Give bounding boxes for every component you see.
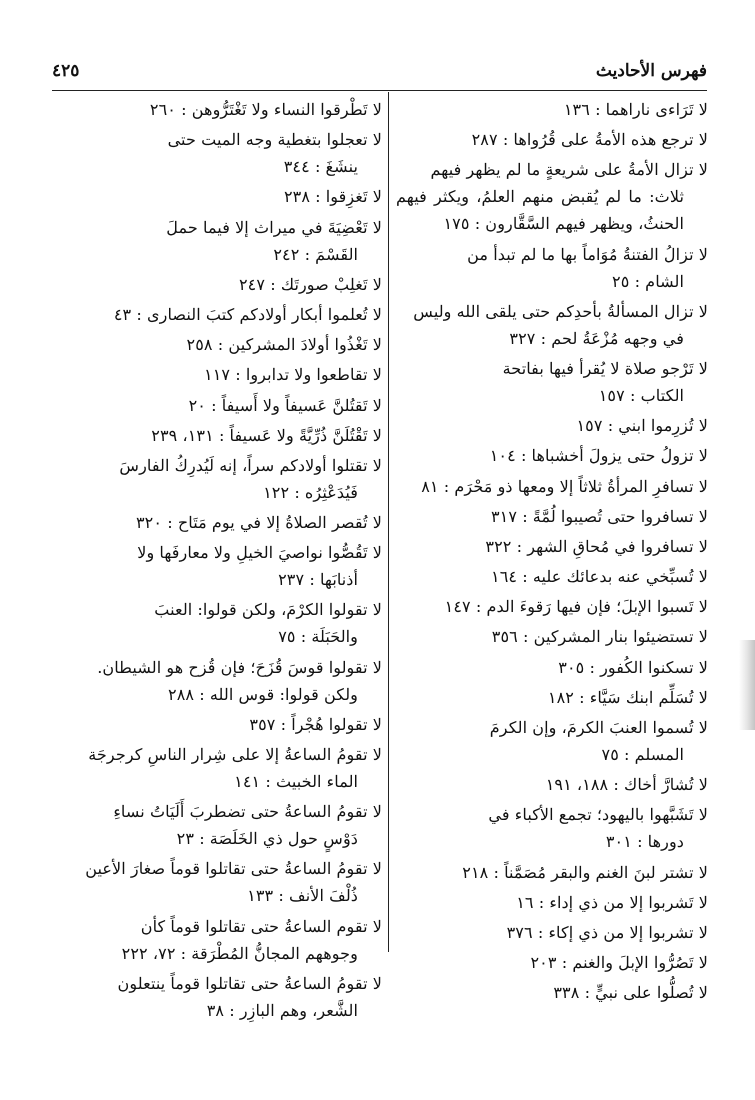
header-rule: [52, 90, 707, 91]
entry-text: لا تَسبوا الإبلَ؛ فإن فيها رَقوءَ الدم : ١٤٧: [444, 597, 708, 617]
entry-text: لا تزال الأمةُ على شريعةٍ ما لم يظهر فيهم: [430, 160, 708, 180]
entry-text: لا تسافروا في مُحاقِ الشهر : ٣٢٢: [485, 536, 708, 556]
entry-text: لا تقولوا هُجْراً : ٣٥٧: [249, 714, 382, 734]
index-entry: [52, 183, 382, 210]
index-entry: [396, 654, 708, 681]
index-entry: [52, 126, 382, 180]
entry-text: لا تَغلِبْ صورتَك : ٢٤٧: [238, 274, 382, 294]
index-entry: [52, 422, 382, 449]
entry-continuation: المسلم : ٧٥: [601, 745, 684, 764]
index-entry: [396, 156, 708, 237]
entry-text: لا تسافرِ المرأةُ ثلاثاً إلا ومعها ذو مَحْرَم : ٨١: [421, 476, 708, 496]
index-entry: [396, 473, 708, 500]
entry-text: لا تقاطعوا ولا تدابروا : ١١٧: [204, 365, 382, 385]
entry-continuation: دَوْسٍ حول ذي الخَلَصَة : ٢٣: [176, 829, 358, 849]
index-entry: [396, 889, 708, 916]
index-entry: [396, 801, 708, 855]
entry-text: لا تعجلوا بتغطية وجه الميت حتى: [167, 130, 382, 150]
entry-text: لا تُقصر الصلاةُ إلا في يوم مَتَاح : ٣٢٠: [135, 513, 382, 533]
index-entry: [396, 593, 708, 620]
right-column: [396, 96, 708, 1010]
entry-text: لا تقوم الساعةُ حتى تقاتلوا قوماً كأن: [140, 916, 382, 936]
entry-text: لا تُشارَّ أخاك : ١٨٨، ١٩١: [545, 775, 708, 795]
index-entry: [52, 596, 382, 650]
entry-continuation: الماء الخبيث : ١٤١: [234, 772, 358, 791]
index-entry: [52, 654, 382, 708]
entry-continuation: ولكن قولوا: قوس الله : ٢٨٨: [168, 684, 358, 704]
entry-continuation: فَيُدَعْثِرُه : ١٢٢: [263, 482, 358, 502]
entry-text: لا تَقْتُلَنَّ ذُرِّيَّةً ولا عَسيفاً : ١٣١، ٢٣٩: [151, 425, 382, 445]
index-entry: [396, 979, 708, 1006]
entry-text: لا تُعلموا أبكار أولادكم كتبَ النصارى : ٤٣: [113, 304, 382, 324]
entry-continuation: الشام : ٢٥: [612, 271, 684, 291]
index-entry: [52, 96, 382, 123]
entry-text: لا تسافروا حتى تُصيبوا لُمَّةً : ٣١٧: [490, 506, 708, 526]
index-entry: [396, 241, 708, 295]
index-entry: [52, 361, 382, 388]
entry-text: لا تقومُ الساعةُ حتى تضطربَ أَلَيَاتُ نساءِ: [113, 802, 382, 822]
index-entry: [52, 331, 382, 358]
entry-text: لا تزولُ حتى يزولَ أخشباها : ١٠٤: [489, 446, 708, 466]
index-entry: [52, 741, 382, 795]
index-entry: [396, 771, 708, 798]
index-entry: [52, 855, 382, 909]
column-divider: [388, 92, 389, 952]
entry-continuation: ثلاث: ما لم يُقبض منهم العلمُ، ويكثر فيهم الحنثُ، ويظهر فيهم السَّقَّارون : ١٧٥: [396, 187, 684, 234]
page-header: [52, 60, 707, 82]
entry-continuation: ينشَغَ : ٣٤٤: [283, 157, 358, 177]
entry-text: لا تَقُصُّوا نواصيَ الخيلِ ولا معارفَها ولا: [137, 543, 382, 563]
entry-continuation: ذُلْفَ الأنف : ١٣٣: [247, 886, 358, 906]
index-entry: [52, 970, 382, 1024]
entry-text: لا تشتر لبنَ الغنم والبقر مُصَمَّناً : ٢١٨: [462, 862, 708, 882]
entry-text: لا تسكنوا الكُفور : ٣٠٥: [558, 657, 708, 677]
entry-text: لا تستضيئوا بنار المشركين : ٣٥٦: [491, 627, 708, 647]
entry-continuation: دورها : ٣٠١: [605, 832, 684, 852]
index-entry: [396, 96, 708, 123]
entry-text: لا تقتلوا أولادكم سراً، إنه لَيُدرِكُ الفارسَ: [119, 455, 382, 475]
page-number: ٤٢٥: [52, 61, 80, 81]
entry-text: لا تُصلُّوا على نبيٍّ : ٣٣٨: [553, 983, 708, 1003]
entry-text: لا تَرَاءى ناراهما : ١٣٦: [563, 100, 708, 119]
entry-text: لا تقولوا قوسَ قُزَحَ؛ فإن قُزح هو الشيطان.: [97, 657, 382, 677]
entry-continuation: وجوههم المجانُّ المُطْرَقة : ٧٢، ٢٢٢: [121, 943, 358, 963]
index-entry: [396, 684, 708, 711]
index-entry: [396, 442, 708, 469]
index-entry: [396, 714, 708, 768]
left-column: [52, 96, 382, 1027]
entry-text: لا تَشَبَّهوا باليهود؛ تجمع الأكباء في: [488, 805, 708, 825]
entry-continuation: والحَبَلَة : ٧٥: [278, 627, 358, 647]
entry-continuation: أذنابَها : ٢٣٧: [278, 570, 358, 590]
index-entry: [52, 301, 382, 328]
entry-text: لا تقولوا الكرْمَ، ولكن قولوا: العنبَ: [154, 600, 382, 620]
entry-text: لا تَرْجو صلاة لا يُقرأ فيها بفاتحة: [502, 358, 708, 378]
entry-continuation: في وجهه مُزْعَةُ لحم : ٣٢٧: [509, 328, 684, 348]
index-entry: [52, 539, 382, 593]
entry-continuation: الشَّعر، وهم البازِر : ٣٨: [206, 1000, 358, 1020]
entry-text: لا تقومُ الساعةُ حتى تقاتلوا قوماً ينتعلون: [117, 973, 382, 993]
index-entry: [396, 563, 708, 590]
entry-text: لا ترجع هذه الأمةُ على قُرُواها : ٢٨٧: [471, 130, 708, 150]
entry-text: لا تزالُ الفتنةُ مُوَاماً بها ما لم تبدأ من: [467, 244, 708, 264]
index-entry: [396, 919, 708, 946]
index-entry: [52, 913, 382, 967]
index-entry: [396, 412, 708, 439]
entry-text: لا تُزرِموا ابني : ١٥٧: [576, 416, 708, 436]
entry-text: لا تقومُ الساعةُ إلا على شِرار الناسِ كرجرجَة: [88, 745, 382, 764]
index-entry: [396, 126, 708, 153]
index-entry: [396, 503, 708, 530]
entry-text: لا تَشربوا إلا من ذي إداء : ١٦: [516, 892, 708, 912]
entry-text: لا تُسبِّخي عنه بدعائك عليه : ١٦٤: [491, 567, 708, 587]
index-entry: [52, 711, 382, 738]
entry-text: لا تَطْرقوا النساء ولا تَغْتَرُّوهن : ٢٦٠: [149, 100, 382, 119]
entry-text: لا تَغْذُوا أولادَ المشركين : ٢٥٨: [186, 335, 382, 355]
index-entry: [52, 214, 382, 268]
entry-continuation: الكتاب : ١٥٧: [598, 385, 684, 405]
index-entry: [52, 798, 382, 852]
index-entry: [396, 623, 708, 650]
index-entry: [396, 355, 708, 409]
index-entry: [396, 949, 708, 976]
entry-text: لا تَغزِقوا : ٢٣٨: [283, 187, 382, 207]
index-entry: [52, 392, 382, 419]
entry-text: لا تُسموا العنبَ الكرمَ، وإن الكرمَ: [489, 718, 708, 737]
index-entry: [52, 452, 382, 506]
entry-text: لا تشربوا إلا من ذي إكاء : ٣٧٦: [506, 922, 708, 942]
index-entry: [396, 859, 708, 886]
index-entry: [52, 271, 382, 298]
entry-text: لا تَقتُلنَّ عَسيفاً ولا أَسيفاً : ٢٠: [188, 395, 382, 415]
running-title: فهرس الأحاديث: [595, 61, 707, 81]
index-entry: [52, 509, 382, 536]
entry-text: لا تقومُ الساعةُ حتى تقاتلوا قوماً صغارَ الأعين: [85, 859, 382, 879]
entry-continuation: القَسْمَ : ٢٤٢: [273, 244, 358, 264]
index-entry: [396, 533, 708, 560]
entry-text: لا تَصُرُّوا الإبلَ والغنم : ٢٠٣: [530, 953, 708, 973]
entry-text: لا تزال المسألةُ بأحدِكم حتى يلقى الله وليس: [413, 301, 708, 321]
entry-text: لا تَعْضِيَةَ في ميراث إلا فيما حملَ: [166, 217, 382, 237]
entry-text: لا تُسَلِّم ابنك سَيَّاء : ١٨٢: [547, 687, 708, 707]
scan-edge-mark: [739, 640, 755, 730]
index-entry: [396, 298, 708, 352]
